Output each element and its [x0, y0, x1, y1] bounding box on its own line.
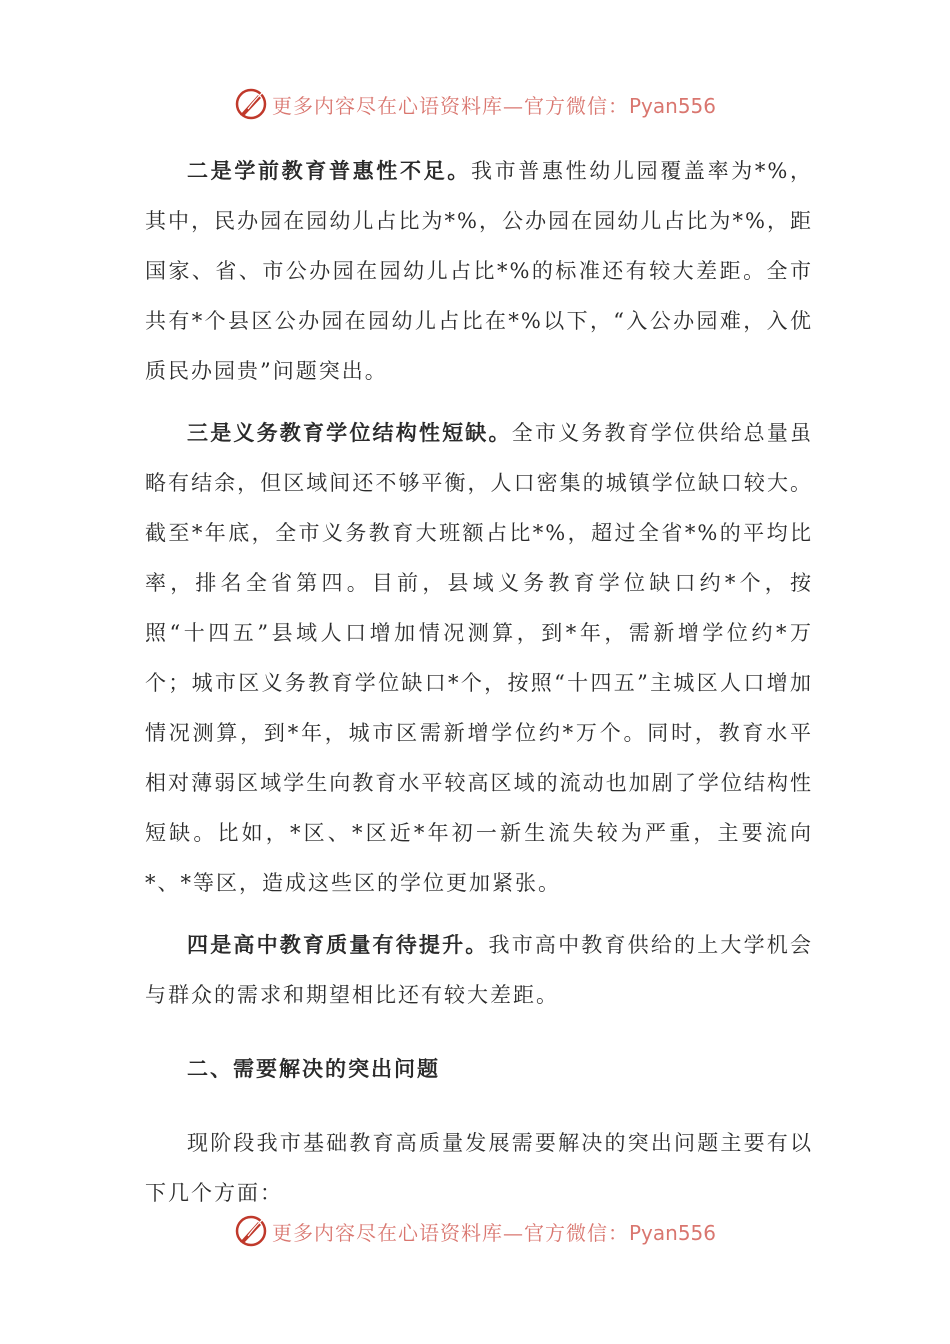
- paragraph-heading: 二是学前教育普惠性不足。: [187, 158, 471, 183]
- paragraph-heading: 三是义务教育学位结构性短缺。: [187, 420, 512, 445]
- banner-text: 更多内容尽在心语资料库—官方微信：Pyan556: [271, 93, 716, 118]
- document-body: [145, 146, 813, 1218]
- quill-logo-icon: [234, 87, 268, 121]
- wechat-id: Pyan556: [628, 1220, 716, 1245]
- paragraph-text: 我市高中教育供给的上大学机会与群众的需求和期望相比还有较大差距。: [145, 933, 813, 1007]
- paragraph-text: 全市义务教育学位供给总量虽略有结余，但区域间还不够平衡，人口密集的城镇学位缺口较大。截至*年底，全市义务教育大班额占比*%，超过全省*%的平均比率，排名全省第四。目前，县域义务教育学位缺口约*个，按照“十四五”县域人口增加情况测算，到*年，需新增学位约*万个；城市区义务教育学位缺口*个，按照“十四五”主城区人口增加情况测算，到*年，城市区需新增学位约*万个。同时，教育水平相对薄弱区域学生向教育水平较高区域的流动也加剧了学位结构性短缺。比如，*区、*区近*年初一新生流失较为严重，主要流向*、*等区，造成这些区的学位更加紧张。: [145, 421, 814, 895]
- header-watermark-banner: [0, 84, 950, 124]
- footer-watermark-banner: [0, 1211, 950, 1251]
- wechat-id: Pyan556: [628, 93, 716, 118]
- paragraph-high-school: [145, 920, 813, 1020]
- paragraph-intro: [145, 1118, 813, 1218]
- paragraph-preschool: [145, 146, 813, 396]
- banner-text: 更多内容尽在心语资料库—官方微信：Pyan556: [271, 1220, 716, 1245]
- paragraph-compulsory: [145, 408, 813, 908]
- paragraph-heading: 四是高中教育质量有待提升。: [187, 932, 489, 957]
- section-heading: 二、需要解决的突出问题: [187, 1056, 440, 1081]
- paragraph-text: 现阶段我市基础教育高质量发展需要解决的突出问题主要有以下几个方面：: [145, 1131, 813, 1205]
- paragraph-text: 我市普惠性幼儿园覆盖率为*%，其中，民办园在园幼儿占比为*%，公办园在园幼儿占比为*%，距国家、省、市公办园在园幼儿占比*%的标准还有较大差距。全市共有*个县区公办园在园幼儿占比在*%以下，“入公办园难，入优质民办园贵”问题突出。: [145, 159, 814, 383]
- quill-logo-icon: [234, 1214, 268, 1248]
